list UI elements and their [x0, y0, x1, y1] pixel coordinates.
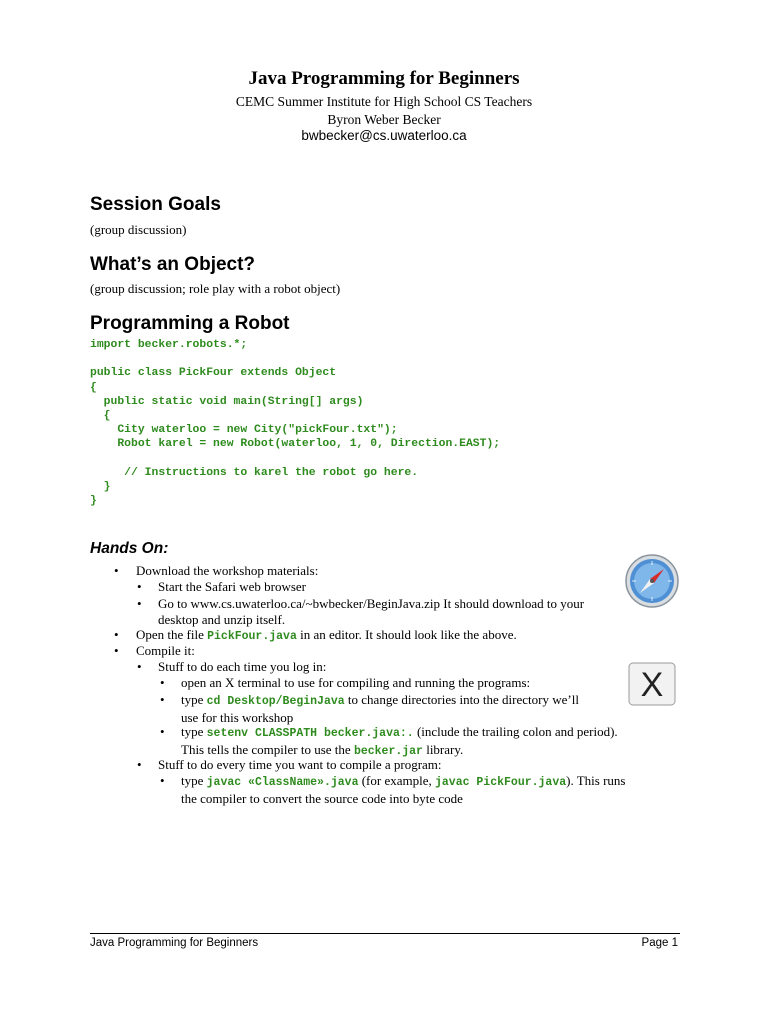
document-subtitle: CEMC Summer Institute for High School CS Teachers	[235, 94, 533, 109]
session-goals-note: (group discussion)	[90, 222, 187, 237]
page-number: Page 1	[641, 937, 678, 949]
list-item-safari: Start the Safari web browser	[158, 579, 307, 594]
bullet: •	[160, 692, 165, 707]
x11-icon	[628, 662, 676, 706]
javac-example-code: javac PickFour.java	[435, 776, 567, 789]
document-title: Java Programming for Beginners	[248, 68, 520, 89]
cd-pre: type	[181, 692, 207, 707]
session-goals-heading: Session Goals	[90, 194, 221, 215]
code-line: City waterloo = new City("pickFour.txt");	[90, 424, 398, 437]
setenv-pre: type	[181, 724, 207, 739]
bullet: •	[137, 596, 142, 611]
code-line: {	[90, 381, 97, 394]
object-heading: What’s an Object?	[90, 254, 256, 275]
setenv-post: (include the trailing colon and period).	[413, 724, 618, 739]
code-line: import becker.robots.*;	[90, 339, 248, 351]
goto-line-2: desktop and unzip itself.	[158, 612, 286, 627]
object-note: (group discussion; role play with a robot object)	[90, 281, 341, 296]
bullet: •	[137, 579, 142, 594]
bullet: •	[137, 659, 142, 674]
code-line: // Instructions to karel the robot go here.	[90, 466, 419, 479]
javac-pre: type	[181, 773, 207, 788]
code-line: public class PickFour extends Object	[90, 367, 337, 380]
list-item-download: Download the workshop materials:	[136, 563, 319, 578]
cd-line-2: use for this workshop	[181, 710, 294, 725]
code-line: {	[90, 410, 111, 423]
code-line: public static void main(String[] args)	[90, 395, 364, 408]
list-item-setenv	[181, 724, 618, 760]
code-line: Robot karel = new Robot(waterloo, 1, 0, Direction.EAST);	[90, 438, 501, 451]
list-item-goto	[158, 596, 584, 628]
bullet: •	[114, 563, 119, 578]
code-line: }	[90, 481, 111, 494]
author-name: Byron Weber Becker	[327, 112, 441, 127]
setenv-2-pre: This tells the compiler to use the	[181, 742, 354, 757]
list-item-cd	[181, 692, 579, 726]
list-item-every: Stuff to do every time you want to compile a program:	[158, 757, 442, 772]
bullet: •	[160, 675, 165, 690]
cd-command-code: cd Desktop/BeginJava	[206, 695, 345, 708]
code-line	[90, 352, 500, 366]
open-filename-code: PickFour.java	[207, 630, 297, 643]
list-item-compile: Compile it:	[136, 643, 195, 658]
open-pre: Open the file	[136, 627, 208, 642]
hands-on-heading: Hands On:	[90, 540, 169, 557]
javac-command-code: javac «ClassName».java	[206, 776, 359, 789]
author-email: bwbecker@cs.uwaterloo.ca	[301, 128, 467, 143]
bullet: •	[114, 643, 119, 658]
code-line: }	[90, 495, 97, 508]
safari-compass-icon	[624, 553, 680, 609]
becker-jar-code: becker.jar	[353, 745, 423, 758]
bullet: •	[137, 757, 142, 772]
list-item-login: Stuff to do each time you log in:	[158, 659, 327, 674]
javac-mid: (for example,	[358, 773, 435, 788]
footer-rule	[90, 933, 680, 934]
javac-post: ). This runs	[566, 773, 626, 788]
setenv-2-post: library.	[422, 742, 464, 757]
open-post: in an editor. It should look like the above.	[296, 627, 517, 642]
bullet: •	[114, 627, 119, 642]
list-item-xterm: open an X terminal to use for compiling and running the programs:	[181, 675, 531, 690]
javac-line-2: the compiler to convert the source code into byte code	[181, 791, 463, 806]
list-item-javac	[181, 773, 625, 807]
code-listing	[90, 338, 500, 508]
footer-title: Java Programming for Beginners	[90, 937, 259, 949]
bullet: •	[160, 724, 165, 739]
code-line	[90, 452, 500, 466]
x-glyph: X	[640, 666, 664, 704]
bullet: •	[160, 773, 165, 788]
goto-line-1: Go to www.cs.uwaterloo.ca/~bwbecker/BeginJava.zip It should download to your	[158, 596, 585, 611]
cd-post: to change directories into the directory we’ll	[344, 692, 579, 707]
programming-robot-heading: Programming a Robot	[90, 313, 290, 334]
setenv-command-code: setenv CLASSPATH becker.java:.	[206, 727, 414, 740]
